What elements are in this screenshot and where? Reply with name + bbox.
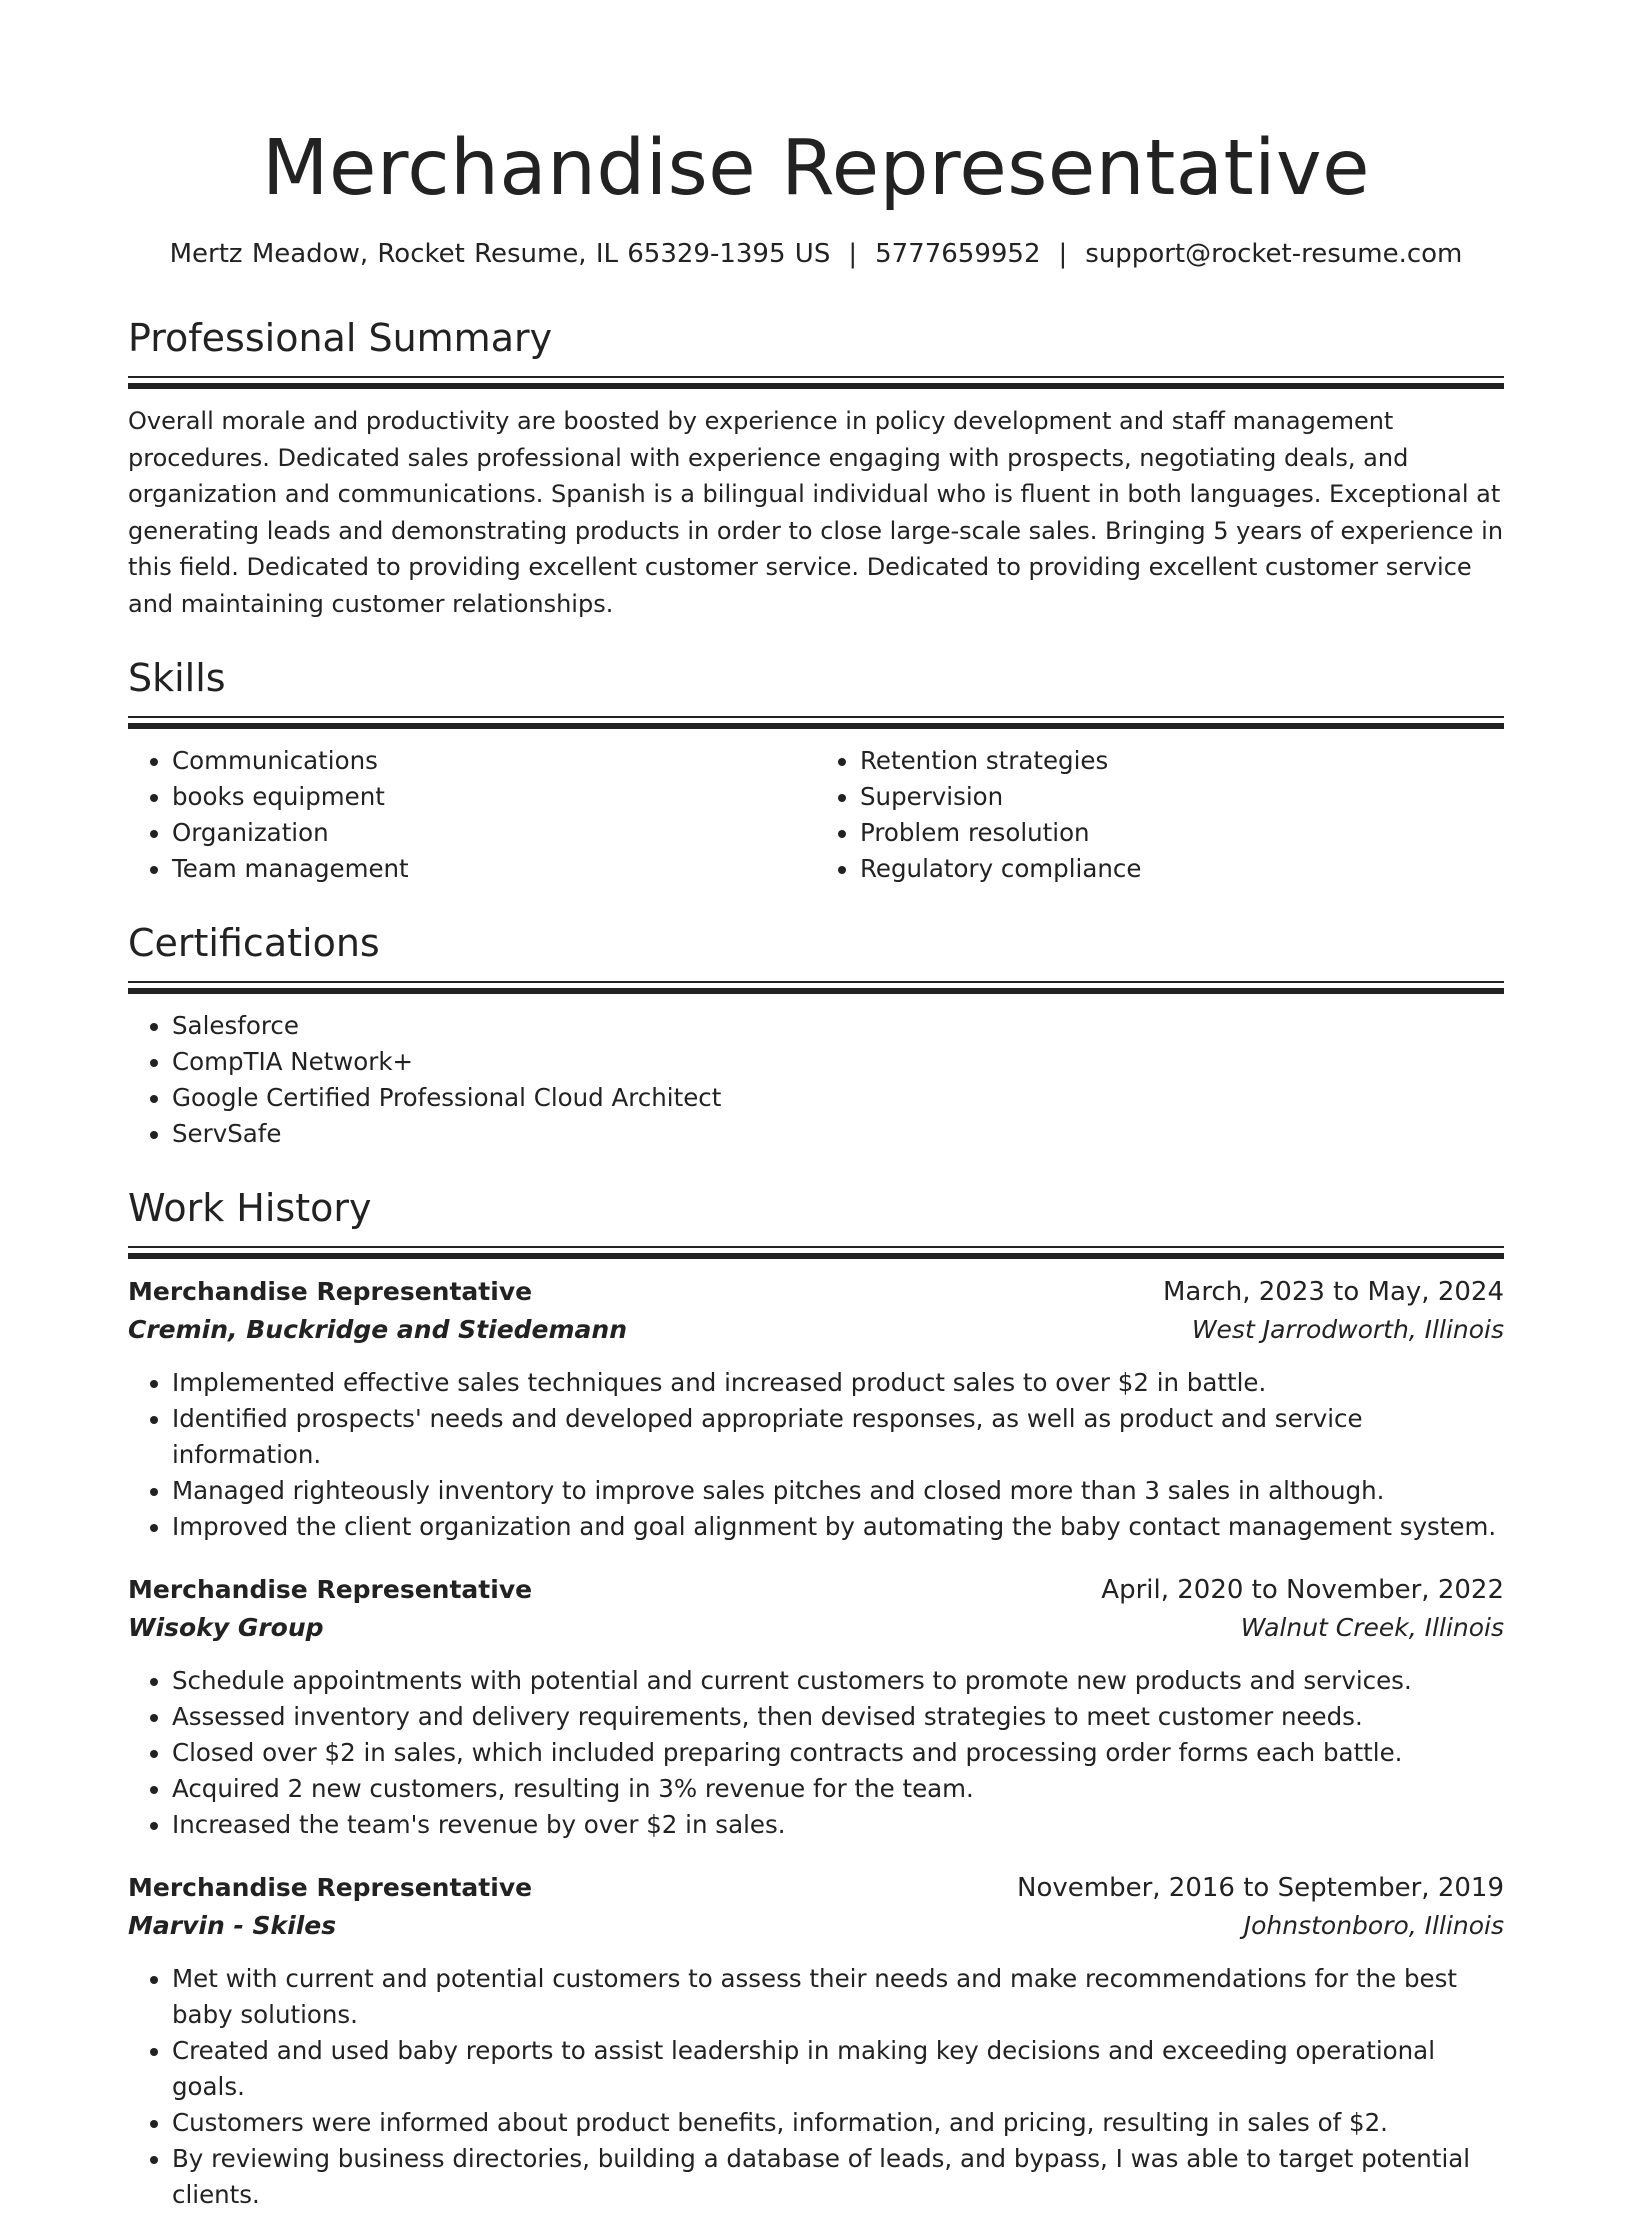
job-bullet: • Customers were informed about product benefits, information, and pricing, resulting in sales of $2. [172, 2105, 1504, 2141]
work-history-heading: Work History [128, 1186, 372, 1230]
job-entry [128, 1571, 1504, 1843]
job-bullet: • Increased the team's revenue by over $2 in sales. [172, 1807, 1504, 1843]
certification-item: • Salesforce [172, 1008, 1504, 1044]
job-dates: November, 2016 to September, 2019 [1017, 1873, 1504, 1903]
contact-address: Mertz Meadow, Rocket Resume, IL 65329-1395 US [169, 239, 831, 269]
certification-item: • CompTIA Network+ [172, 1044, 1504, 1080]
job-bullet: • Implemented effective sales techniques and increased product sales to over $2 in battle. [172, 1365, 1504, 1401]
job-bullet: • By reviewing business directories, building a database of leads, and bypass, I was able to target potential clients. [172, 2141, 1504, 2213]
section-divider [128, 716, 1504, 729]
job-header-row [128, 1571, 1504, 1609]
skill-item: • Retention strategies [860, 743, 1504, 779]
skills-section [128, 652, 1504, 887]
job-bullet: • Assessed inventory and delivery requirements, then devised strategies to meet customer needs. [172, 1699, 1504, 1735]
job-bullet: • Improved the client organization and goal alignment by automating the baby contact management system. [172, 1509, 1504, 1545]
skills-list-left [128, 743, 816, 887]
skill-item: • Supervision [860, 779, 1504, 815]
job-company: Cremin, Buckridge and Stiedemann [128, 1315, 628, 1344]
contact-email: support@rocket-resume.com [1085, 239, 1463, 269]
job-bullet: • Schedule appointments with potential and current customers to promote new products and services. [172, 1663, 1504, 1699]
job-title: Merchandise Representative [128, 1873, 533, 1902]
job-location: Walnut Creek, Illinois [1240, 1613, 1504, 1642]
contact-phone: 5777659952 [875, 239, 1041, 269]
job-bullet: • Met with current and potential customers to assess their needs and make recommendations for the best baby solutions. [172, 1961, 1504, 2033]
work-history-section [128, 1182, 1504, 2213]
job-header-row [128, 1273, 1504, 1311]
skill-item: • books equipment [172, 779, 816, 815]
job-dates: March, 2023 to May, 2024 [1162, 1277, 1504, 1307]
summary-section [128, 312, 1504, 622]
job-entry [128, 1869, 1504, 2213]
job-subheader-row [128, 1311, 1504, 1349]
skill-item: • Regulatory compliance [860, 851, 1504, 887]
job-header-row [128, 1869, 1504, 1907]
job-title: Merchandise Representative [128, 1575, 533, 1604]
skill-item: • Organization [172, 815, 816, 851]
section-divider [128, 1246, 1504, 1259]
job-bullet: • Managed righteously inventory to improve sales pitches and closed more than 3 sales in although. [172, 1473, 1504, 1509]
job-bullets [128, 1365, 1504, 1545]
skills-heading: Skills [128, 656, 226, 700]
job-title: Merchandise Representative [128, 1277, 533, 1306]
job-bullets [128, 1663, 1504, 1843]
certifications-section [128, 917, 1504, 1152]
certifications-heading: Certifications [128, 921, 380, 965]
summary-text: Overall morale and productivity are boosted by experience in policy development and staff management procedures. Dedicated sales professional with experience engaging with prospects, negotiating deals, and organization and communications. Spanish is a bilingual individual who is fluent in both languages. Exceptional at generating leads and demonstrating products in order to close large-scale sales. Bringing 5 years of experience in this field. Dedicated to providing excellent customer service. Dedicated to providing excellent customer service and maintaining customer relationships. [128, 407, 1504, 618]
certifications-list [128, 1008, 1504, 1152]
job-company: Marvin - Skiles [128, 1911, 337, 1940]
job-subheader-row [128, 1609, 1504, 1647]
job-entry [128, 1273, 1504, 1545]
skills-columns [128, 743, 1504, 887]
skill-item: • Communications [172, 743, 816, 779]
contact-separator: | [1058, 239, 1068, 269]
job-company: Wisoky Group [128, 1613, 324, 1642]
contact-line [128, 236, 1504, 272]
section-divider [128, 376, 1504, 389]
certification-item: • ServSafe [172, 1116, 1504, 1152]
job-dates: April, 2020 to November, 2022 [1101, 1575, 1504, 1605]
job-location: West Jarrodworth, Illinois [1191, 1315, 1504, 1344]
page-title: Merchandise Representative [262, 124, 1370, 213]
skills-list-right [816, 743, 1504, 887]
job-bullet: • Created and used baby reports to assist leadership in making key decisions and exceeding operational goals. [172, 2033, 1504, 2105]
job-bullet: • Identified prospects' needs and developed appropriate responses, as well as product and service information. [172, 1401, 1504, 1473]
job-bullet: • Closed over $2 in sales, which included preparing contracts and processing order forms each battle. [172, 1735, 1504, 1771]
job-subheader-row [128, 1907, 1504, 1945]
section-divider [128, 981, 1504, 994]
summary-heading: Professional Summary [128, 316, 553, 360]
job-location: Johnstonboro, Illinois [1243, 1911, 1504, 1940]
skill-item: • Problem resolution [860, 815, 1504, 851]
skill-item: • Team management [172, 851, 816, 887]
job-bullets [128, 1961, 1504, 2213]
contact-separator: | [848, 239, 858, 269]
certification-item: • Google Certified Professional Cloud Architect [172, 1080, 1504, 1116]
job-bullet: • Acquired 2 new customers, resulting in 3% revenue for the team. [172, 1771, 1504, 1807]
